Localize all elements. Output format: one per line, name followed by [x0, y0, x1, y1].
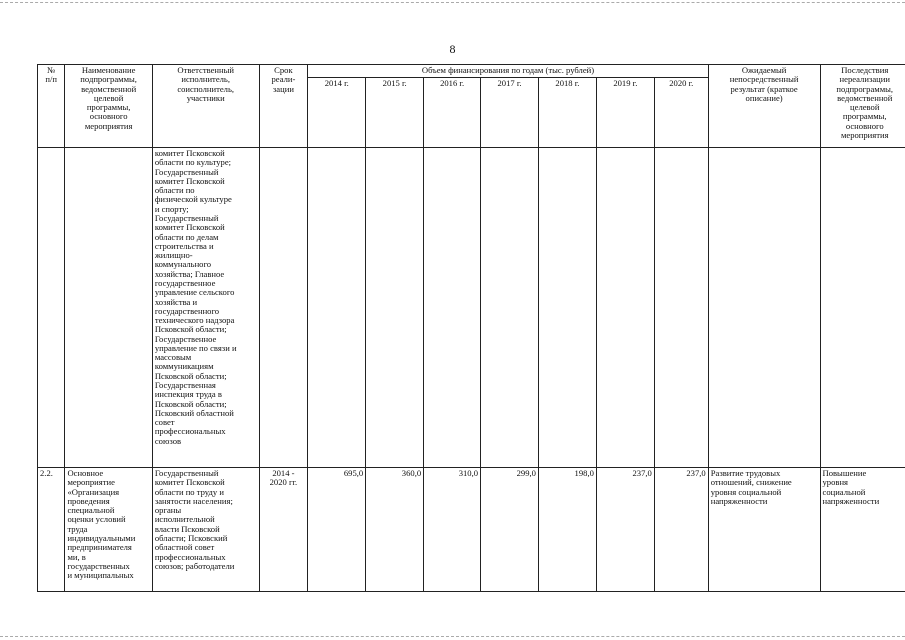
value-2019: 237,0: [596, 468, 654, 592]
cell-empty: [820, 148, 905, 468]
header-year: 2017 г.: [481, 78, 539, 148]
cell-empty: [481, 148, 539, 468]
cell-empty: [538, 148, 596, 468]
activity-name: Основное мероприятие «Организация проведения специальной оценки условий труда индивидуальными предпринимателя ми, в государственных и муниципальных: [65, 468, 152, 592]
value-2016: 310,0: [424, 468, 481, 592]
header-financing: Объем финансирования по годам (тыс. рублей): [308, 65, 708, 78]
consequences: Повышение уровня социальной напряженности: [820, 468, 905, 592]
value-2018: 198,0: [538, 468, 596, 592]
cell-empty: [424, 148, 481, 468]
cell-empty: [308, 148, 366, 468]
row-number: 2.2.: [38, 468, 65, 592]
value-2017: 299,0: [481, 468, 539, 592]
header-year: 2016 г.: [424, 78, 481, 148]
cell-empty: [596, 148, 654, 468]
activity-term: 2014 - 2020 гг.: [259, 468, 308, 592]
header-row: [38, 65, 905, 78]
cell-empty: [259, 148, 308, 468]
cell-empty: [38, 148, 65, 468]
activity-executor: Государственный комитет Псковской области по труду и занятости населения; органы исполнительной власти Псковской области; Псковский областной совет профессиональных союзов; работодатели: [152, 468, 259, 592]
bottom-scan-edge: [0, 636, 905, 637]
value-2020: 237,0: [654, 468, 708, 592]
continuation-executor: комитет Псковской области по культуре; Государственный комитет Псковской области по физической культуре и спорту; Государственный комитет Псковской области по делам строительства и жилищно- коммунального хозяйства; Главное государственное управление сельского хозяйства и государственного технического надзора Псковской области; Государственное управление по связи и массовым коммуникациям Псковской области; Государственная инспекция труда в Псковской области; Псковский областной совет профессиональных союзов: [152, 148, 259, 468]
value-2015: 360,0: [366, 468, 424, 592]
header-result: Ожидаемый непосредственный результат (краткое описание): [708, 65, 820, 148]
header-num: № п/п: [38, 65, 65, 148]
cell-empty: [708, 148, 820, 468]
continuation-row: [38, 148, 905, 468]
header-term: Срок реали- зации: [259, 65, 308, 148]
value-2014: 695,0: [308, 468, 366, 592]
header-year: 2018 г.: [538, 78, 596, 148]
header-year: 2020 г.: [654, 78, 708, 148]
cell-empty: [654, 148, 708, 468]
header-name: Наименование подпрограммы, ведомственной целевой программы, основного мероприятия: [65, 65, 152, 148]
header-consequences: Последствия нереализации подпрограммы, ведомственной целевой программы, основного мероприятия: [820, 65, 905, 148]
top-scan-edge: [0, 2, 905, 3]
header-year: 2014 г.: [308, 78, 366, 148]
expected-result: Развитие трудовых отношений, снижение уровня социальной напряженности: [708, 468, 820, 592]
header-executor: Ответственный исполнитель, соисполнитель, участники: [152, 65, 259, 148]
table-row-2-2: [38, 468, 905, 592]
cell-empty: [65, 148, 152, 468]
header-year: 2019 г.: [596, 78, 654, 148]
cell-empty: [366, 148, 424, 468]
financing-table: [37, 64, 905, 592]
header-year: 2015 г.: [366, 78, 424, 148]
page-number: 8: [449, 42, 456, 56]
